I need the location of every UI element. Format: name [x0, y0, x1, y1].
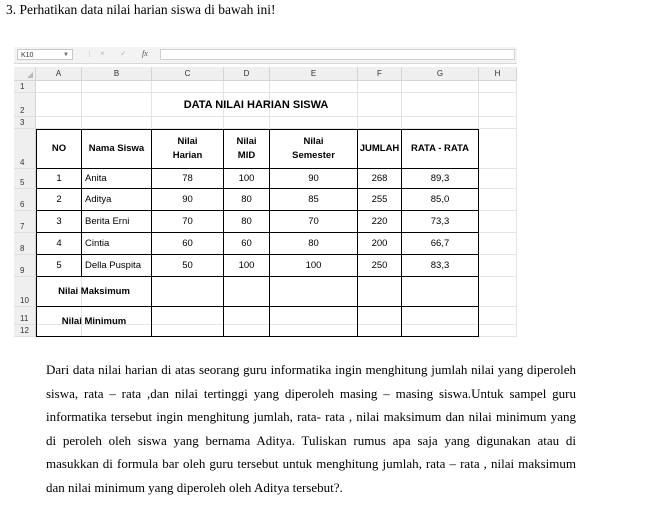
column-header-f[interactable]: F [358, 67, 402, 81]
cell-harian[interactable]: 70 [152, 211, 224, 233]
column-header-d[interactable]: D [224, 67, 270, 81]
cell-empty[interactable] [152, 307, 224, 337]
row-header-7[interactable]: 7 [14, 211, 36, 233]
cell-empty[interactable] [358, 307, 402, 337]
header-nilai-mid-text: Nilai MID [236, 136, 257, 161]
cell-harian[interactable]: 50 [152, 255, 224, 277]
cell-nama[interactable]: Aditya [82, 189, 152, 211]
select-all-corner[interactable] [14, 67, 36, 81]
row-header-1[interactable]: 1 [14, 81, 36, 93]
formula-bar [14, 47, 517, 64]
row-header-9[interactable]: 9 [14, 255, 36, 277]
row-header-5[interactable]: 5 [14, 169, 36, 189]
row-header-3[interactable]: 3 [14, 117, 36, 129]
cell-empty[interactable] [402, 277, 479, 307]
header-jumlah[interactable]: JUMLAH [358, 129, 402, 169]
header-nilai-mid[interactable] [224, 129, 270, 169]
column-header-g[interactable]: G [402, 67, 479, 81]
header-rata-rata[interactable]: RATA - RATA [402, 129, 479, 169]
cell-harian[interactable]: 90 [152, 189, 224, 211]
cell-nama[interactable]: Berita Erni [82, 211, 152, 233]
gridline-vertical [516, 81, 517, 337]
row-header-4[interactable]: 4 [14, 129, 36, 169]
gridline-horizontal [36, 116, 517, 117]
separator-dots-icon: ⋮ [86, 51, 93, 58]
cell-semester[interactable]: 90 [270, 169, 358, 189]
fx-icon[interactable]: fx [142, 49, 148, 58]
cell-no[interactable]: 1 [36, 169, 82, 189]
cell-empty[interactable] [152, 277, 224, 307]
header-nilai-semester[interactable] [270, 129, 358, 169]
column-header-b[interactable]: B [82, 67, 152, 81]
cell-no[interactable]: 2 [36, 189, 82, 211]
cell-mid[interactable]: 100 [224, 255, 270, 277]
cell-rata[interactable]: 85,0 [402, 189, 479, 211]
cell-jumlah[interactable]: 268 [358, 169, 402, 189]
cell-no[interactable]: 3 [36, 211, 82, 233]
cell-empty[interactable] [358, 277, 402, 307]
row-header-8[interactable]: 8 [14, 233, 36, 255]
cancel-icon[interactable]: × [100, 49, 105, 58]
cell-semester[interactable]: 85 [270, 189, 358, 211]
row-header-12[interactable]: 12 [14, 325, 36, 337]
column-header-h[interactable]: H [479, 67, 517, 81]
header-nama-siswa[interactable]: Nama Siswa [82, 129, 152, 169]
cell-nama[interactable]: Della Puspita [82, 255, 152, 277]
cell-empty[interactable] [270, 277, 358, 307]
cell-semester[interactable]: 80 [270, 233, 358, 255]
cell-rata[interactable]: 66,7 [402, 233, 479, 255]
formula-input[interactable] [160, 49, 515, 60]
column-header-a[interactable]: A [36, 67, 82, 81]
instruction-paragraph: Dari data nilai harian di atas seorang guru informatika ingin menghitung jumlah nilai yang diperoleh siswa, rata – rata ,dan nilai tertinggi yang diperoleh masing – masing siswa.Untuk sampel guru informatika tersebut ingin menghitung jumlah, rata- rata , nilai maksimum dan nilai minimum yang di peroleh oleh siswa yang bernama Aditya. Tuliskan rumus apa saja yang digunakan atau di masukkan di formula bar oleh guru tersebut untuk menghitung jumlah, rata – rata , nilai maksimum dan nilai minimum yang diperoleh oleh Aditya tersebut?. [46, 362, 576, 495]
cell-semester[interactable]: 100 [270, 255, 358, 277]
header-nilai-harian-text: Nilai Harian [172, 136, 203, 161]
gridline-horizontal [36, 92, 517, 93]
cell-nama[interactable]: Cintia [82, 233, 152, 255]
cell-harian[interactable]: 78 [152, 169, 224, 189]
cell-semester[interactable]: 70 [270, 211, 358, 233]
cell-jumlah[interactable]: 250 [358, 255, 402, 277]
cell-empty[interactable] [224, 307, 270, 337]
cell-empty[interactable] [402, 307, 479, 337]
cell-harian[interactable]: 60 [152, 233, 224, 255]
cell-mid[interactable]: 60 [224, 233, 270, 255]
cell-nama[interactable]: Anita [82, 169, 152, 189]
spreadsheet-screenshot [14, 47, 517, 337]
header-nilai-semester-text: Nilai Semester [292, 136, 335, 161]
cell-mid[interactable]: 100 [224, 169, 270, 189]
column-header-c[interactable]: C [152, 67, 224, 81]
cell-no[interactable]: 5 [36, 255, 82, 277]
cell-empty[interactable] [224, 277, 270, 307]
row-header-11[interactable]: 11 [14, 307, 36, 325]
cell-nilai-minimum-label[interactable]: Nilai Minimum [36, 307, 152, 337]
cell-rata[interactable]: 73,3 [402, 211, 479, 233]
cell-mid[interactable]: 80 [224, 211, 270, 233]
row-header-2[interactable]: 2 [14, 93, 36, 117]
name-box[interactable] [17, 49, 73, 60]
cell-nilai-maksimum-label[interactable]: Nilai Maksimum [36, 277, 152, 307]
cell-jumlah[interactable]: 255 [358, 189, 402, 211]
question-title: 3. Perhatikan data nilai harian siswa di bawah ini! [6, 2, 276, 17]
cell-empty[interactable] [270, 307, 358, 337]
cell-no[interactable]: 4 [36, 233, 82, 255]
cell-mid[interactable]: 80 [224, 189, 270, 211]
column-header-e[interactable]: E [270, 67, 358, 81]
chevron-down-icon[interactable]: ▼ [63, 52, 69, 58]
enter-icon[interactable]: ✓ [120, 49, 127, 58]
row-header-6[interactable]: 6 [14, 189, 36, 211]
header-nilai-harian[interactable] [152, 129, 224, 169]
cell-jumlah[interactable]: 200 [358, 233, 402, 255]
row-header-10[interactable]: 10 [14, 277, 36, 307]
cell-rata[interactable]: 89,3 [402, 169, 479, 189]
header-no[interactable]: NO [36, 129, 82, 169]
cell-jumlah[interactable]: 220 [358, 211, 402, 233]
cell-rata[interactable]: 83,3 [402, 255, 479, 277]
name-box-value: K10 [21, 52, 34, 59]
table-title: DATA NILAI HARIAN SISWA [183, 99, 329, 111]
